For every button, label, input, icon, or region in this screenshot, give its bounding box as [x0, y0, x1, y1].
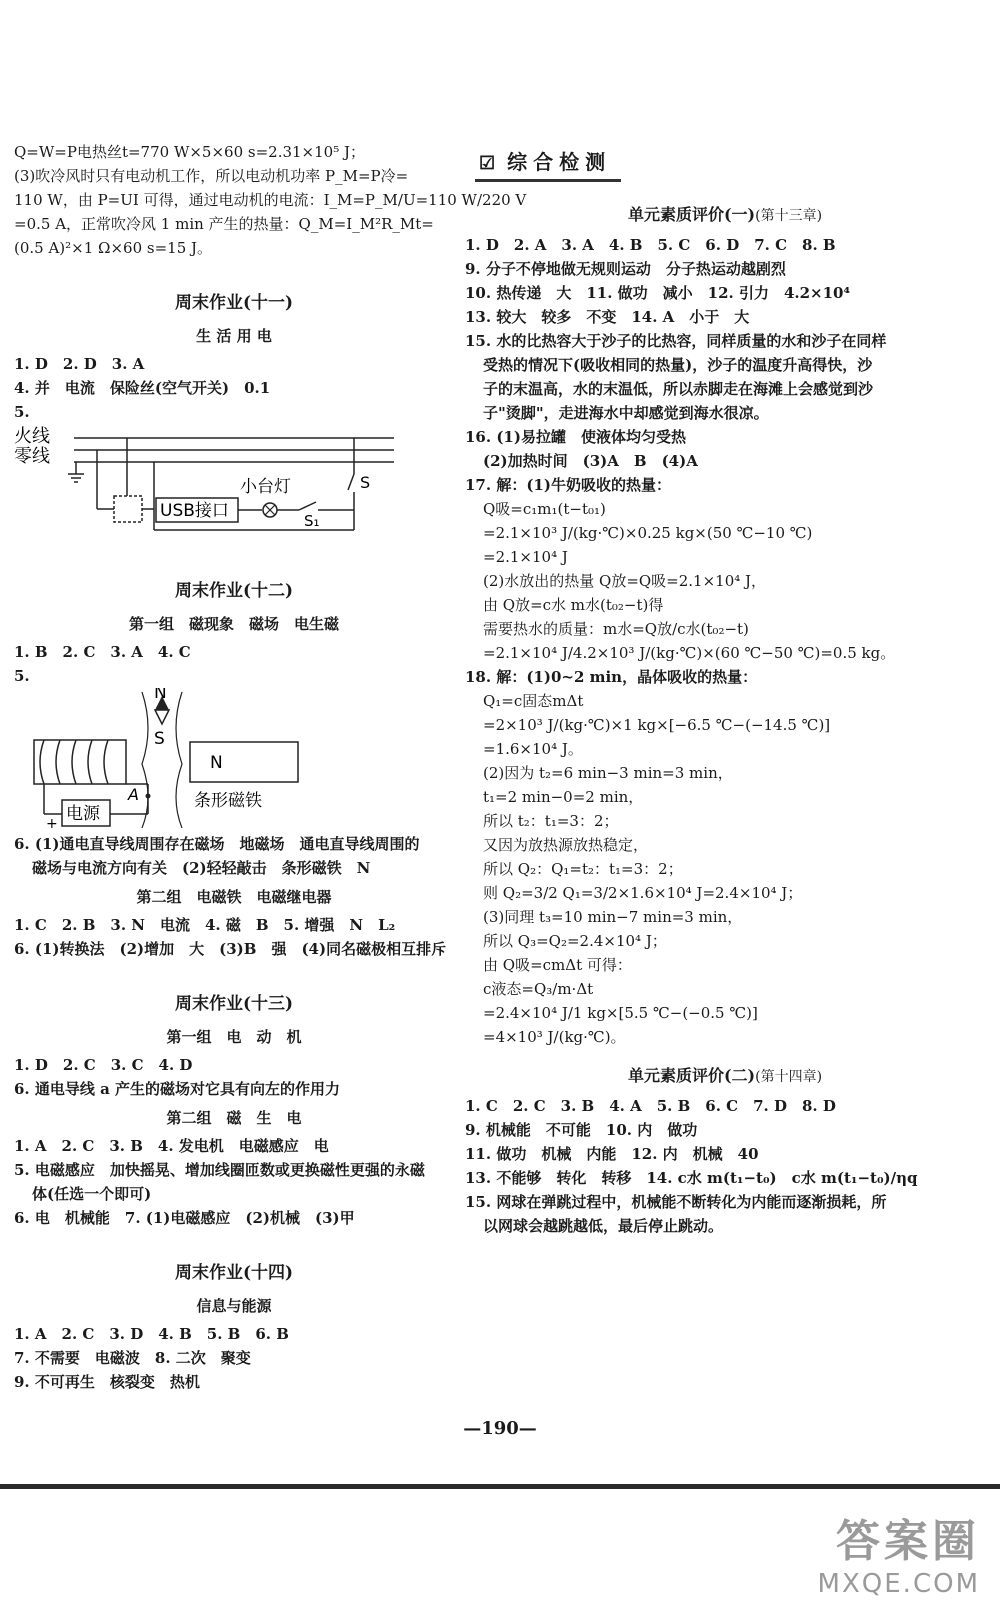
- comprehensive-test-banner: [475, 144, 621, 182]
- answer-line: 1. C 2. C 3. B 4. A 5. B 6. C 7. D 8. D: [465, 1097, 836, 1115]
- section-subtitle: 信息与能源: [196, 1297, 272, 1315]
- answer-line: 6. (1)转换法 (2)增加 大 (3)B 强 (4)同名磁极相互排斥: [14, 940, 447, 958]
- formula-line: Q₁=c固态mΔt: [483, 692, 584, 710]
- formula-line: =2×10³ J/(kg·℃)×1 kg×[−6.5 ℃−(−14.5 ℃)]: [483, 716, 831, 734]
- group-subtitle: 第二组 电磁铁 电磁继电器: [136, 888, 332, 906]
- formula-line: 由 Q放=c水 m水(t₀₂−t)得: [483, 596, 664, 614]
- watermark-text: 答案圈: [836, 1516, 980, 1567]
- switch-s1-label: S₁: [304, 512, 320, 530]
- answer-line: 受热的情况下(吸收相同的热量)，沙子的温度升高得快，沙: [483, 356, 873, 374]
- group-subtitle: 第一组 磁现象 磁场 电生磁: [128, 615, 339, 633]
- answer-line: 13. 不能够 转化 转移 14. c水 m(t₁−t₀) c水 m(t₁−t₀)/ηq: [465, 1169, 918, 1187]
- answer-line: 5.: [14, 667, 30, 685]
- answer-line: 5. 电磁感应 加快摇晃、增加线圈匝数或更换磁性更强的永磁: [14, 1161, 425, 1179]
- checkmark-icon: ☑: [479, 153, 502, 174]
- neutral-wire-label: 零线: [14, 446, 50, 467]
- unit-title: [465, 202, 985, 225]
- answer-line: 子"烫脚"，走进海水中却感觉到海水很凉。: [483, 404, 769, 422]
- formula-line: 需要热水的质量：m水=Q放/c水(t₀₂−t): [483, 620, 749, 638]
- formula-line: 所以 t₂：t₁=3：2；: [483, 812, 619, 830]
- text-line: (0.5 A)²×1 Ω×60 s=15 J。: [14, 239, 213, 257]
- desk-lamp-label: 小台灯: [240, 477, 291, 497]
- answer-line: 16. (1)易拉罐 使液体均匀受热: [465, 428, 686, 446]
- point-a-label: A: [128, 785, 139, 804]
- answer-line: 以网球会越跳越低，最后停止跳动。: [483, 1217, 724, 1235]
- unit-title-text: 单元素质评价(一): [627, 205, 756, 224]
- right-column: [465, 140, 985, 1238]
- formula-line: 由 Q吸=cmΔt 可得：: [483, 956, 632, 974]
- unit-title-text: 单元素质评价(二): [627, 1066, 756, 1085]
- section-title: 周末作业(十二): [174, 581, 294, 601]
- watermark-logo: [818, 1505, 980, 1599]
- answer-line: (2)加热时间 (3)A B (4)A: [483, 452, 698, 470]
- formula-line: (2)因为 t₂=6 min−3 min=3 min，: [483, 764, 733, 782]
- compass-n-label: N: [154, 688, 167, 703]
- formula-line: =2.1×10⁴ J: [483, 548, 568, 566]
- formula-line: 所以 Q₂：Q₁=t₂：t₁=3：2；: [483, 860, 683, 878]
- text-line: 110 W，由 P=UI 可得，通过电动机的电流：I_M=P_M/U=110 W/220 V: [14, 191, 527, 209]
- formula-line: t₁=2 min−0=2 min，: [483, 788, 644, 806]
- formula-line: (2)水放出的热量 Q放=Q吸=2.1×10⁴ J，: [483, 572, 767, 590]
- unit-title: [465, 1063, 985, 1086]
- answer-line: 6. 通电导线 a 产生的磁场对它具有向左的作用力: [14, 1080, 341, 1098]
- answer-line: 1. A 2. C 3. D 4. B 5. B 6. B: [14, 1325, 289, 1343]
- group-subtitle: 第二组 磁 生 电: [166, 1109, 302, 1127]
- answer-line: 11. 做功 机械 内能 12. 内 机械 40: [465, 1145, 759, 1163]
- section-title: 周末作业(十三): [174, 994, 294, 1014]
- answer-line: 1. A 2. C 3. B 4. 发电机 电磁感应 电: [14, 1137, 329, 1155]
- answer-line: 1. C 2. B 3. N 电流 4. 磁 B 5. 增强 N L₂: [14, 916, 396, 934]
- formula-line: Q吸=c₁m₁(t−t₀₁): [483, 500, 606, 518]
- answer-line: 13. 较大 较多 不变 14. A 小于 大: [465, 308, 750, 326]
- unit-chapter: (第十四章): [755, 1069, 823, 1085]
- formula-line: =2.1×10³ J/(kg·℃)×0.25 kg×(50 ℃−10 ℃): [483, 524, 813, 542]
- answer-line: 7. 不需要 电磁波 8. 二次 聚变: [14, 1349, 251, 1367]
- answer-line: 磁场与电流方向有关 (2)轻轻敲击 条形磁铁 N: [32, 859, 371, 877]
- answer-line: 9. 不可再生 核裂变 热机: [14, 1373, 200, 1391]
- text-line: Q=W=P电热丝t=770 W×5×60 s=2.31×10⁵ J；: [14, 143, 366, 161]
- answer-line: 17. 解：(1)牛奶吸收的热量：: [465, 476, 671, 494]
- formula-line: 所以 Q₃=Q₂=2.4×10⁴ J；: [483, 932, 667, 950]
- text-line: =0.5 A，正常吹冷风 1 min 产生的热量：Q_M=I_M²R_Mt=: [14, 215, 434, 233]
- formula-line: =1.6×10⁴ J。: [483, 740, 583, 758]
- answer-line: 体(任选一个即可): [32, 1185, 152, 1203]
- answer-line: 15. 网球在弹跳过程中，机械能不断转化为内能而逐渐损耗，所: [465, 1193, 887, 1211]
- answer-line: 9. 分子不停地做无规则运动 分子热运动越剧烈: [465, 260, 786, 278]
- section-subtitle: 生 活 用 电: [196, 327, 272, 345]
- answer-line: 10. 热传递 大 11. 做功 减小 12. 引力 4.2×10⁴: [465, 284, 851, 302]
- answer-line: 15. 水的比热容大于沙子的比热容，同样质量的水和沙子在同样: [465, 332, 887, 350]
- formula-line: =2.1×10⁴ J/4.2×10³ J/(kg·℃)×(60 ℃−50 ℃)=0.5 kg。: [483, 644, 896, 662]
- unit-chapter: (第十三章): [755, 208, 823, 224]
- switch-s-label: S: [360, 473, 371, 492]
- banner-label: 综合检测: [507, 150, 612, 174]
- answer-line: 1. D 2. C 3. C 4. D: [14, 1056, 193, 1074]
- answer-line: 6. 电 机械能 7. (1)电磁感应 (2)机械 (3)甲: [14, 1209, 355, 1227]
- bar-magnet-label: 条形磁铁: [194, 791, 262, 811]
- answer-line: 子的末温高，水的末温低，所以赤脚走在海滩上会感觉到沙: [483, 380, 874, 398]
- formula-line: c液态=Q₃/m·Δt: [483, 980, 594, 998]
- formula-line: =2.4×10⁴ J/1 kg×[5.5 ℃−(−0.5 ℃)]: [483, 1004, 758, 1022]
- unit1-answers: [465, 233, 985, 1049]
- electromagnet-diagram: [14, 688, 414, 832]
- formula-line: 则 Q₂=3/2 Q₁=3/2×1.6×10⁴ J=2.4×10⁴ J；: [483, 884, 803, 902]
- formula-line: =4×10³ J/(kg·℃)。: [483, 1028, 626, 1046]
- power-source-label: 电源: [66, 804, 100, 824]
- section-title: 周末作业(十一): [174, 293, 294, 313]
- bottom-rule: [0, 1484, 1000, 1489]
- answer-line: 18. 解：(1)0~2 min，晶体吸收的热量：: [465, 668, 758, 686]
- text-line: (3)吹冷风时只有电动机工作，所以电动机功率 P_M=P冷=: [14, 167, 409, 185]
- formula-line: 又因为放热源放热稳定，: [483, 836, 649, 854]
- answer-line: 6. (1)通电直导线周围存在磁场 地磁场 通电直导线周围的: [14, 835, 420, 853]
- magnet-n-label: N: [210, 753, 223, 773]
- household-circuit-diagram: [14, 424, 414, 548]
- compass-s-label: S: [154, 729, 165, 749]
- formula-line: (3)同理 t₃=10 min−7 min=3 min，: [483, 908, 743, 926]
- answer-line: 5.: [14, 403, 30, 421]
- group-subtitle: 第一组 电 动 机: [166, 1028, 302, 1046]
- section-title: 周末作业(十四): [174, 1263, 294, 1283]
- usb-port-label: USB接口: [160, 501, 229, 521]
- answer-line: 9. 机械能 不可能 10. 内 做功: [465, 1121, 698, 1139]
- watermark-url: MXQE.COM: [817, 1569, 980, 1599]
- answer-line: 4. 并 电流 保险丝(空气开关) 0.1: [14, 379, 271, 397]
- page-number: —190—: [463, 1418, 537, 1439]
- plus-label: +: [46, 816, 58, 828]
- answer-line: 1. D 2. D 3. A: [14, 355, 145, 373]
- answer-line: 1. D 2. A 3. A 4. B 5. C 6. D 7. C 8. B: [465, 236, 836, 254]
- live-wire-label: 火线: [14, 426, 50, 447]
- answer-line: 1. B 2. C 3. A 4. C: [14, 643, 191, 661]
